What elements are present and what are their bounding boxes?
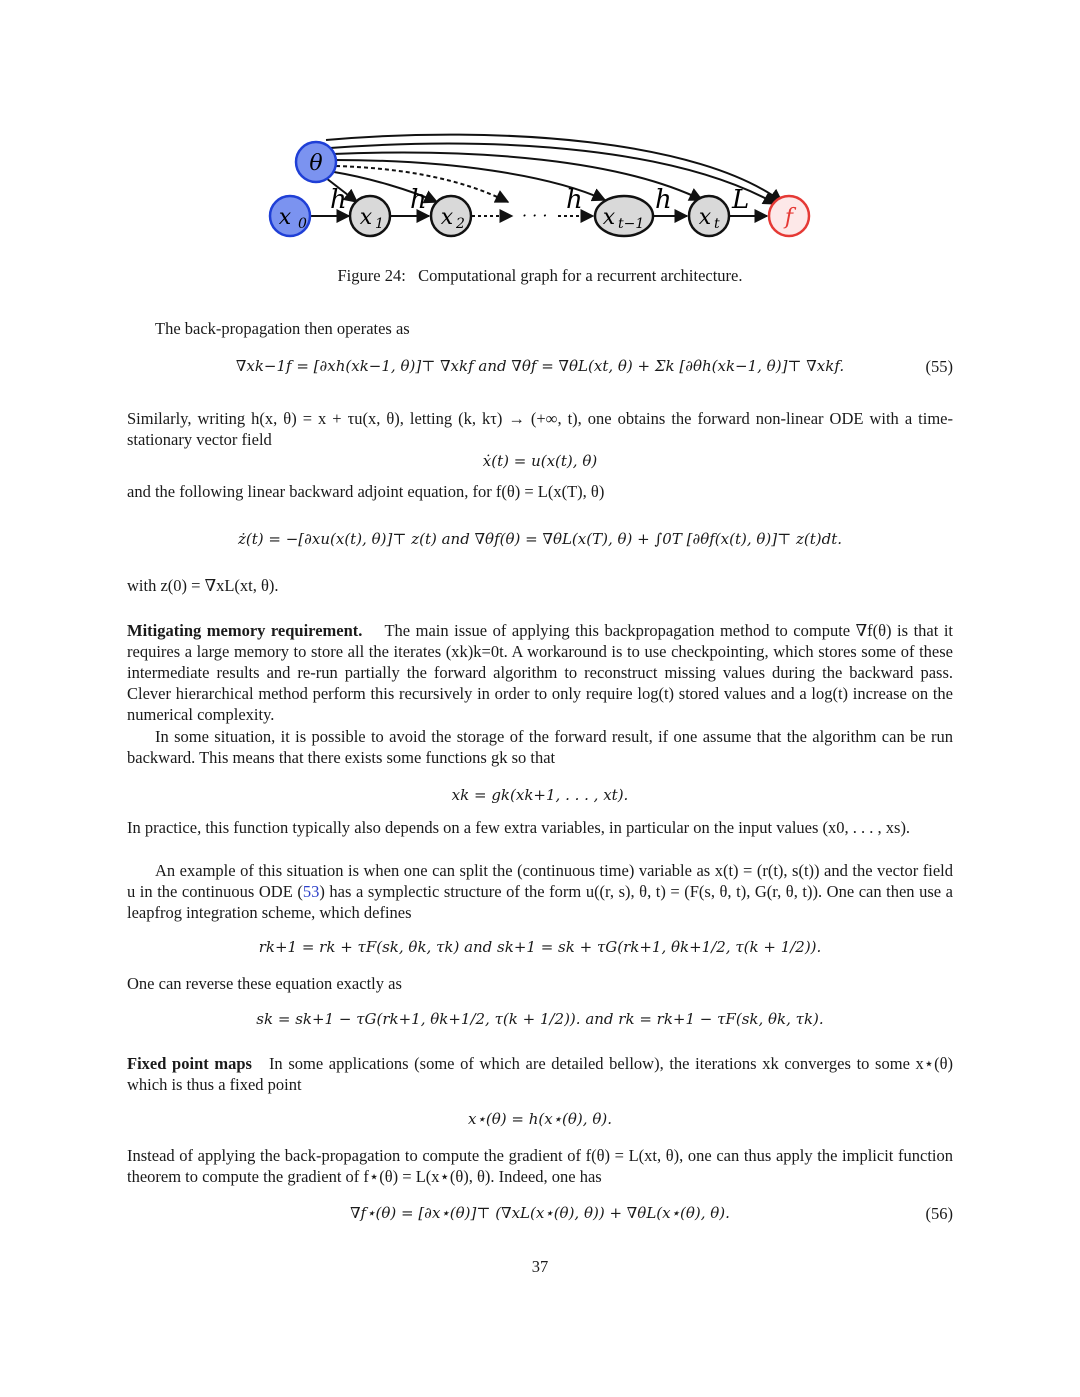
paragraph-reverse: One can reverse these equation exactly as — [127, 974, 402, 993]
equation-adjoint: ż(t) = −[∂xu(x(t), θ)]⊤ z(t) and ∇θf(θ) = ∇θL(x(T), θ) + ∫0T [∂θf(x(t), θ)]⊤ z(t)dt. — [237, 530, 843, 548]
page-number: 37 — [531, 1257, 549, 1276]
heading-mitigating: Mitigating memory requirement. — [127, 621, 363, 640]
svg-text:x: x — [602, 205, 616, 230]
paragraph-with: with z(0) = ∇xL(xt, θ). — [127, 576, 279, 595]
equation-fixed-point: x⋆(θ) = h(x⋆(θ), θ). — [468, 1110, 612, 1128]
example-text-b: ) has a symplectic structure of the form u((r, s), θ, t) = (F(s, θ, t), G(r, θ, t)). One can then use a leapfrog integration scheme, which defines — [127, 882, 953, 922]
equation-number-55: (55) — [925, 357, 953, 376]
label-h-1: h — [330, 185, 347, 215]
svg-text:t: t — [714, 216, 720, 232]
svg-text:θ: θ — [309, 151, 323, 176]
label-h-2: h — [410, 185, 427, 215]
paragraph-adjoint: and the following linear backward adjoint equation, for f(θ) = L(x(T), θ) — [127, 482, 605, 501]
paragraph-similarly: Similarly, writing h(x, θ) = x + τu(x, θ), letting (k, kτ) → (+∞, t), one obtains the forward non-linear ODE with a time-stationary vector field — [127, 409, 953, 449]
svg-text:1: 1 — [375, 216, 384, 232]
node-x0 — [270, 196, 310, 236]
equation-ode: ẋ(t) = u(x(t), θ) — [482, 452, 598, 470]
svg-text:x: x — [359, 205, 373, 230]
paragraph-instead: Instead of applying the back-propagation to compute the gradient of f(θ) = L(xt, θ), one can thus apply the implicit function theorem to compute the gradient of f⋆(θ) = L(x⋆(θ), θ). Indeed, one has — [127, 1146, 953, 1186]
svg-text:2: 2 — [456, 216, 465, 232]
mitigating-body: The main issue of applying this backpropagation method to compute ∇f(θ) is that it requires a large memory to store all the iterates (xk)k=0t. A workaround is to use checkpointing, which stores some of these intermediate results and re-run partially the forward algorithm to reconstruct missing values during the backward pass. Clever hierarchical method perform this recursively in order to only require log(t) stored values and a log(t) increase on the numerical complexity. — [127, 621, 953, 724]
svg-text:x: x — [698, 205, 712, 230]
equation-56: ∇f⋆(θ) = [∂x⋆(θ)]⊤ (∇xL(x⋆(θ), θ)) + ∇θL(x⋆(θ), θ). — [350, 1204, 730, 1222]
svg-text:t−1: t−1 — [618, 216, 645, 232]
equation-gk: xk = gk(xk+1, . . . , xt). — [451, 786, 629, 804]
heading-fixed-point: Fixed point maps — [127, 1054, 252, 1073]
node-xt-minus-1 — [595, 196, 653, 236]
equation-number-56: (56) — [925, 1204, 953, 1223]
ellipsis: · · · — [522, 206, 548, 225]
node-theta — [296, 142, 336, 182]
equation-reverse: sk = sk+1 − τG(rk+1, θk+1/2, τ(k + 1/2)). and rk = rk+1 − τF(sk, θk, τk). — [256, 1010, 824, 1028]
svg-text:f: f — [784, 205, 794, 230]
equation-leapfrog: rk+1 = rk + τF(sk, θk, τk) and sk+1 = sk + τG(rk+1, θk+1/2, τ(k + 1/2)). — [258, 938, 822, 956]
node-x2 — [431, 196, 471, 236]
equation-55: ∇xk−1f = [∂xh(xk−1, θ)]⊤ ∇xkf and ∇θf = ∇θL(xt, θ) + Σk [∂θh(xk−1, θ)]⊤ ∇xkf. — [235, 357, 845, 375]
paragraph-intro: The back-propagation then operates as — [155, 319, 410, 338]
paragraph-mitigating — [127, 620, 953, 725]
figure-caption: Figure 24: Computational graph for a recurrent architecture. — [337, 266, 743, 285]
paragraph-example — [127, 860, 953, 923]
node-x1 — [350, 196, 390, 236]
paragraph-fixed-point — [127, 1053, 953, 1095]
equation-ref-53[interactable]: 53 — [302, 882, 320, 901]
svg-text:x: x — [278, 205, 292, 230]
svg-text:x: x — [440, 205, 454, 230]
node-xt — [689, 196, 729, 236]
paragraph-practice: In practice, this function typically also depends on a few extra variables, in particular on the input values (x0, . . . , xs). — [127, 818, 911, 837]
label-h-3: h — [566, 185, 583, 215]
example-text-a: An example of this situation is when one can split the (continuous time) variable as x(t) = (r(t), s(t)) and the vector field u in the continuous ODE ( — [127, 861, 953, 901]
node-f — [769, 196, 809, 236]
label-L: L — [732, 185, 750, 215]
svg-text:0: 0 — [298, 216, 307, 232]
paragraph-situation: In some situation, it is possible to avoid the storage of the forward result, if one assume that the algorithm can be run backward. This means that there exists some functions gk so that — [127, 727, 953, 767]
fixed-point-body: In some applications (some of which are detailed bellow), the iterations xk converges to some x⋆(θ) which is thus a fixed point — [127, 1054, 954, 1094]
label-h-4: h — [655, 185, 672, 215]
